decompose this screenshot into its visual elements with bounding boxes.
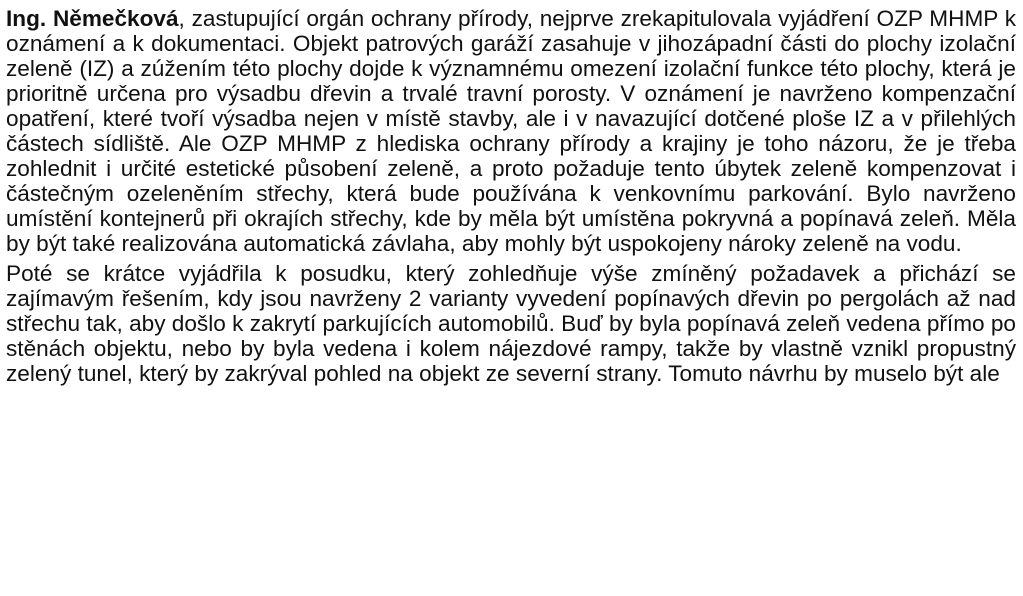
paragraph-2-text: Poté se krátce vyjádřila k posudku, který zohledňuje výše zmíněný požadavek a přichází se zajímavým řešením, kdy jsou navrženy 2 varianty vyvedení popínavých dřevin po pergolách až nad střechu tak, aby došlo k zakrytí parkujících automobilů. Buď by byla popínavá zeleň vedena přímo po stěnách objektu, nebo by byla vedena i kolem nájezdové rampy, takže by vlastně vznikl propustný zelený tunel, který by zakrýval pohled na objekt ze severní strany. Tomuto návrhu by muselo být ale bbox=[6, 261, 1016, 386]
document-page bbox=[6, 0, 1016, 386]
paragraph-1-text: , zastupující orgán ochrany přírody, nejprve zrekapitulovala vyjádření OZP MHMP k oznámení a k dokumentaci. Objekt patrových garáží zasahuje v jihozápadní části do plochy izolační zeleně (IZ) a zúžením této plochy dojde k významnému omezení izolační funkce této plochy, která je prioritně určena pro výsadbu dřevin a trvalé travní porosty. V oznámení je navrženo kompenzační opatření, které tvoří výsadba nejen v místě stavby, ale i v navazující dotčené ploše IZ a v přilehlých částech sídliště. Ale OZP MHMP z hlediska ochrany přírody a krajiny je toho názoru, že je třeba zohlednit i určité estetické působení zeleně, a proto požaduje tento úbytek zeleně kompenzovat i částečným ozeleněním střechy, která bude používána k venkovnímu parkování. Bylo navrženo umístění kontejnerů při okrajích střechy, kde by měla být umístěna pokryvná a popínavá zeleň. Měla by být také realizována automatická závlaha, aby mohly být uspokojeny nároky zeleně na vodu. bbox=[6, 6, 1016, 256]
speaker-title: Ing. bbox=[6, 6, 47, 31]
paragraph-2 bbox=[6, 261, 1016, 386]
speaker-name: Němečková bbox=[52, 6, 179, 31]
paragraph-1 bbox=[6, 0, 1016, 256]
